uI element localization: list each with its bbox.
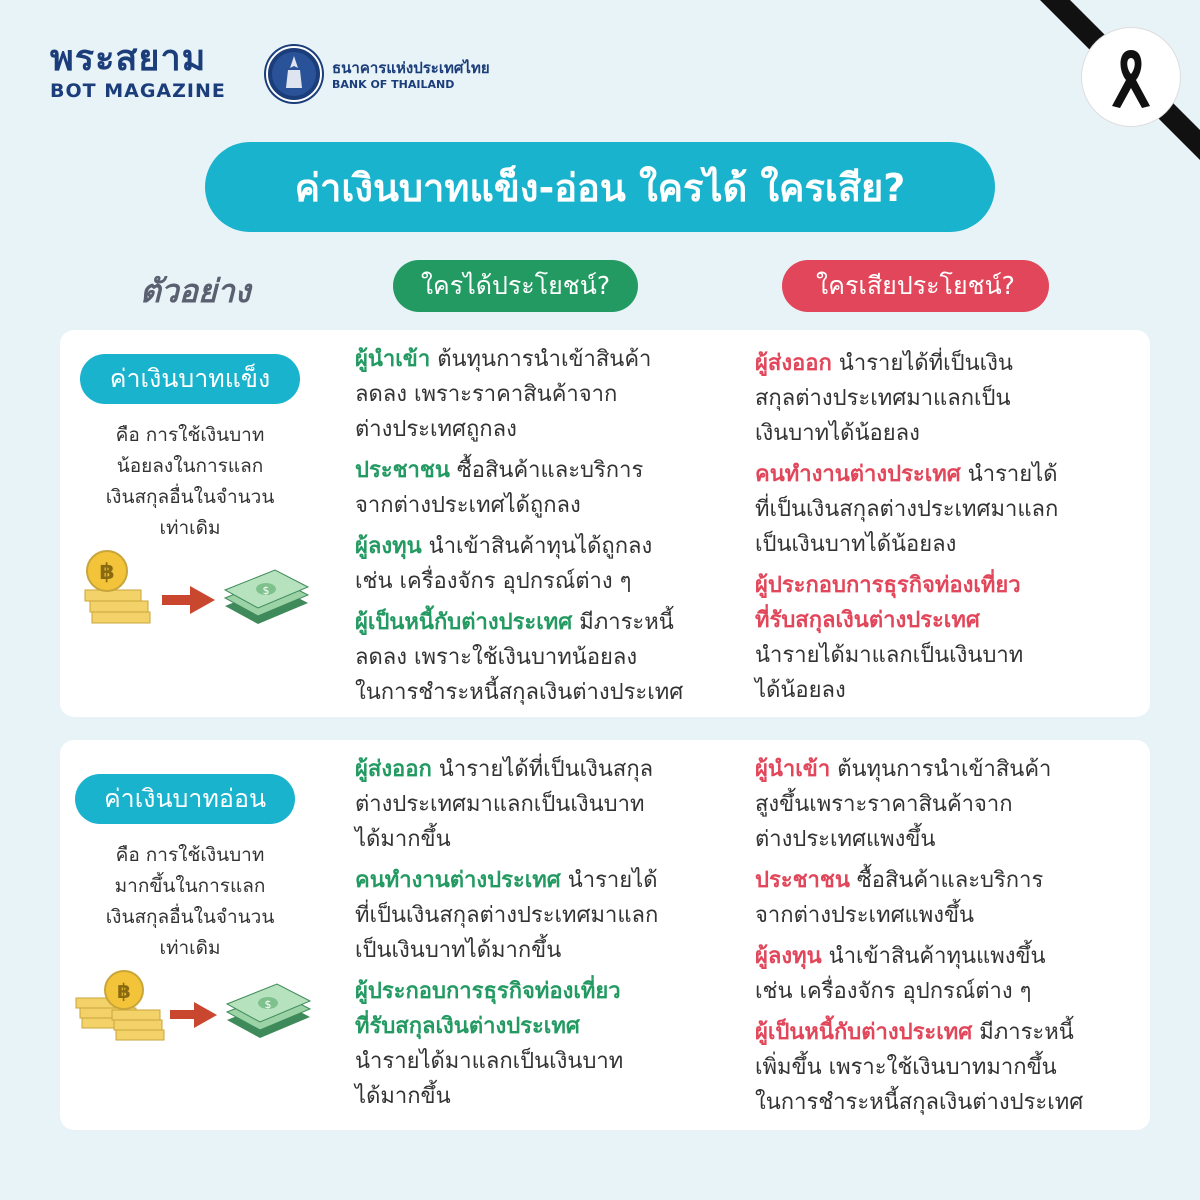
cash-stack-icon (227, 984, 310, 1038)
list-item: ผู้ลงทุน นำเข้าสินค้าทุนแพงขึ้น เช่น เครื่องจักร อุปกรณ์ต่าง ๆ (755, 944, 1046, 1004)
weak-baht-label: ค่าเงินบาทอ่อน (75, 774, 295, 824)
desc-line: เท่าเดิม (159, 517, 221, 539)
who-gains-header: ใครได้ประโยชน์? (393, 260, 638, 312)
coin-symbol: ฿ (117, 979, 131, 1003)
list-item: ผู้เป็นหนี้กับต่างประเทศ มีภาระหนี้ เพิ่มขึ้น เพราะใช้เงินบาทมากขึ้น ในการชำระหนี้สกุลเงินต่างประเทศ (755, 1020, 1084, 1115)
list-item: ผู้เป็นหนี้กับต่างประเทศ มีภาระหนี้ ลดลง เพราะใช้เงินบาทน้อยลง ในการชำระหนี้สกุลเงินต่างประเทศ (355, 610, 684, 705)
desc-line: คือ การใช้เงินบาท (115, 844, 265, 866)
cash-stack-icon (225, 570, 308, 624)
coin-stack-icon (76, 971, 164, 1040)
desc-line: เท่าเดิม (159, 937, 221, 959)
magazine-subtitle: BOT MAGAZINE (50, 80, 226, 102)
bill-symbol: $ (264, 998, 272, 1011)
arrow-right-icon (170, 1002, 217, 1028)
list-item: ผู้ลงทุน นำเข้าสินค้าทุนได้ถูกลง เช่น เครื่องจักร อุปกรณ์ต่าง ๆ (355, 534, 653, 594)
coins-to-cash-icon (80, 548, 315, 643)
weak-gains-list (355, 752, 740, 1120)
who-loses-header: ใครเสียประโยชน์? (782, 260, 1049, 312)
list-item: ประชาชน ซื้อสินค้าและบริการ จากต่างประเทศได้ถูกลง (355, 458, 644, 518)
arrow-right-icon (162, 586, 215, 614)
strong-baht-label: ค่าเงินบาทแข็ง (80, 354, 300, 404)
example-label: ตัวอย่าง (140, 272, 251, 310)
coin-symbol: ฿ (99, 560, 115, 585)
list-item: ผู้ส่งออก นำรายได้ที่เป็นเงิน สกุลต่างประเทศมาแลกเป็น เงินบาทได้น้อยลง (755, 351, 1013, 446)
coins-to-cash-icon (72, 968, 312, 1048)
list-item: ผู้นำเข้า ต้นทุนการนำเข้าสินค้า สูงขึ้นเพราะราคาสินค้าจาก ต่างประเทศแพงขึ้น (755, 757, 1052, 852)
coin-stack-icon (85, 551, 150, 623)
strong-losses-list (755, 346, 1140, 714)
bank-seal-icon (264, 44, 324, 104)
strong-baht-description (70, 420, 310, 544)
desc-line: คือ การใช้เงินบาท (115, 424, 265, 446)
desc-line: มากขึ้นในการแลก (114, 875, 266, 897)
weak-baht-description (70, 840, 310, 964)
bank-name-english: BANK OF THAILAND (332, 78, 455, 91)
bank-name-thai: ธนาคารแห่งประเทศไทย (332, 59, 490, 77)
weak-losses-list (755, 752, 1140, 1126)
desc-line: เงินสกุลอื่นในจำนวน (105, 906, 275, 928)
list-item: คนทำงานต่างประเทศ นำรายได้ ที่เป็นเงินสกุลต่างประเทศมาแลก เป็นเงินบาทได้มากขึ้น (355, 868, 659, 963)
list-item: ผู้นำเข้า ต้นทุนการนำเข้าสินค้า ลดลง เพราะราคาสินค้าจาก ต่างประเทศถูกลง (355, 347, 652, 442)
list-item: ประชาชน ซื้อสินค้าและบริการ จากต่างประเทศแพงขึ้น (755, 868, 1044, 928)
list-item: ผู้ส่งออก นำรายได้ที่เป็นเงินสกุล ต่างประเทศมาแลกเป็นเงินบาท ได้มากขึ้น (355, 757, 654, 852)
strong-gains-list (355, 342, 740, 716)
page-title: ค่าเงินบาทแข็ง-อ่อน ใครได้ ใครเสีย? (205, 142, 995, 232)
list-item: ผู้ประกอบการธุรกิจท่องเที่ยว ที่รับสกุลเงินต่างประเทศ นำรายได้มาแลกเป็นเงินบาท ได้มากขึ้น (355, 979, 624, 1109)
list-item: คนทำงานต่างประเทศ นำรายได้ ที่เป็นเงินสกุลต่างประเทศมาแลก เป็นเงินบาทได้น้อยลง (755, 462, 1059, 557)
desc-line: เงินสกุลอื่นในจำนวน (105, 486, 275, 508)
magazine-name: พระสยาม (50, 38, 207, 79)
bill-symbol: $ (262, 584, 270, 597)
list-item: ผู้ประกอบการธุรกิจท่องเที่ยว ที่รับสกุลเงินต่างประเทศ นำรายได้มาแลกเป็นเงินบาท ได้น้อยลง (755, 573, 1024, 703)
black-ribbon-icon (1082, 28, 1180, 126)
desc-line: น้อยลงในการแลก (116, 455, 264, 477)
